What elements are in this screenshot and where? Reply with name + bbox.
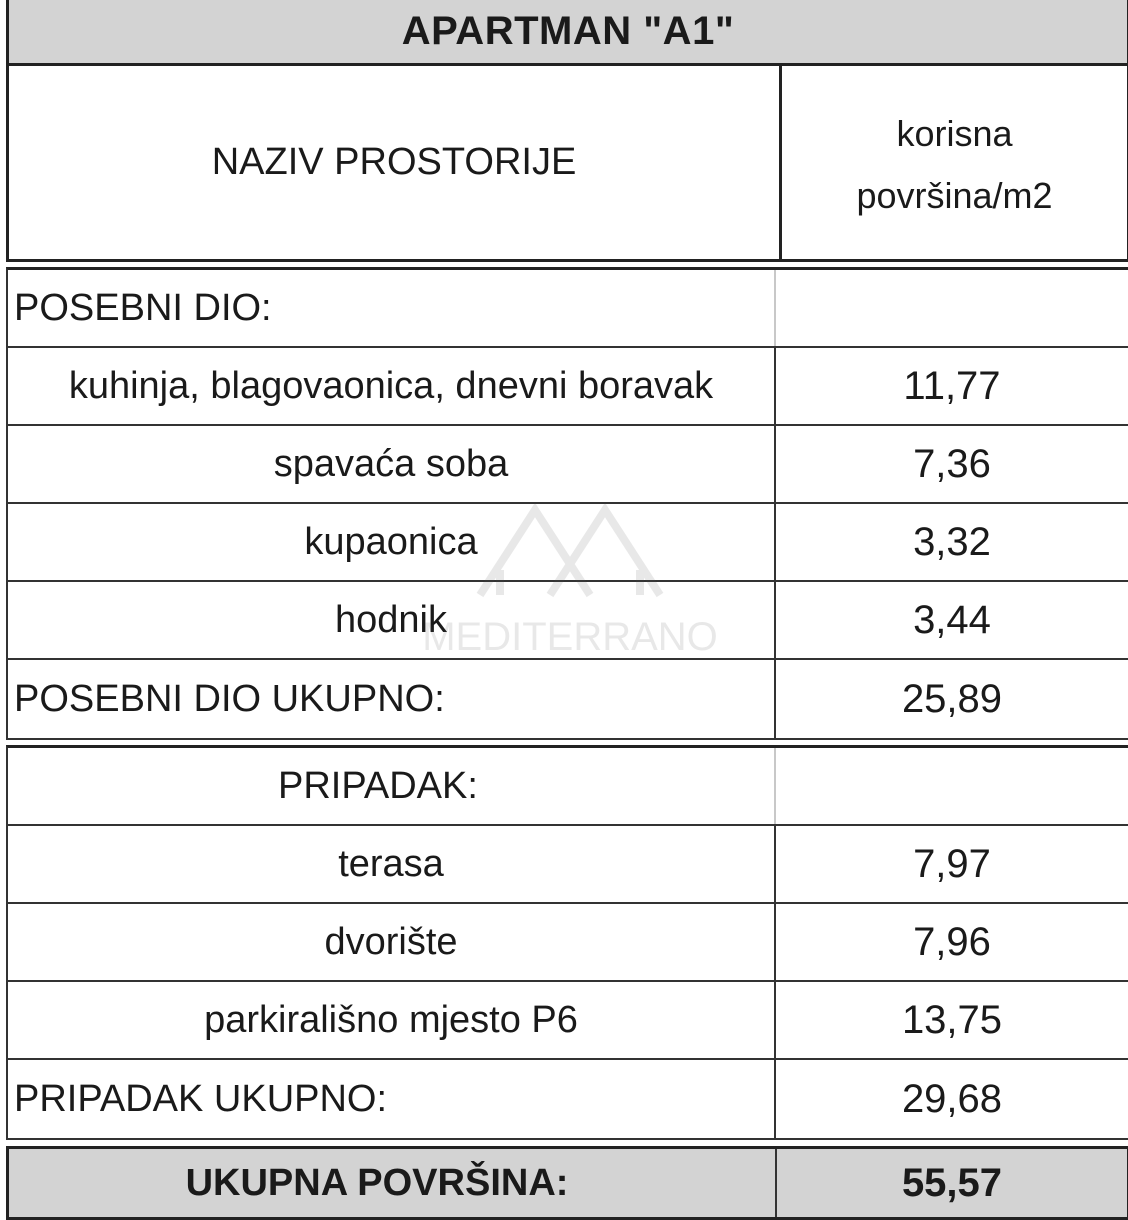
- table-row: [8, 982, 1128, 1060]
- room-name: kuhinja, blagovaonica, dnevni boravak: [8, 348, 776, 424]
- section-row: [8, 748, 1128, 826]
- subtotal-value: 29,68: [901, 1076, 1003, 1121]
- room-name: spavaća soba: [8, 426, 776, 502]
- room-name: parkirališno mjesto P6: [8, 982, 776, 1058]
- table-row: [8, 504, 1128, 582]
- room-area: 7,36: [913, 441, 991, 486]
- grand-total-label: UKUPNA POVRŠINA:: [9, 1149, 777, 1217]
- room-area: 7,97: [913, 841, 991, 886]
- room-area: 3,32: [913, 519, 991, 564]
- room-area: 7,96: [913, 919, 991, 964]
- area-table: [6, 0, 1128, 1220]
- subtotal-value: 25,89: [901, 676, 1003, 721]
- subtotal-row: [8, 1060, 1128, 1138]
- table-row: [8, 582, 1128, 660]
- room-area: 11,77: [903, 363, 1001, 408]
- pripadak-block: [6, 745, 1128, 1140]
- grand-total-value: 55,57: [901, 1160, 1003, 1205]
- room-name: kupaonica: [8, 504, 776, 580]
- section-row: [8, 270, 1128, 348]
- watermark-text: MEDITERRANO: [422, 615, 718, 659]
- room-name: dvorište: [8, 904, 776, 980]
- room-name: terasa: [8, 826, 776, 902]
- room-area: 3,44: [913, 597, 991, 642]
- section-label: PRIPADAK:: [8, 748, 776, 824]
- table-header: [6, 66, 1128, 262]
- section-label: POSEBNI DIO:: [8, 270, 776, 346]
- header-area-line2: površina/m2: [856, 174, 1053, 216]
- table-row: [8, 348, 1128, 426]
- posebni-dio-block: [6, 267, 1128, 740]
- grand-total-row: [6, 1146, 1128, 1220]
- subtotal-row: [8, 660, 1128, 738]
- header-area: [782, 66, 1127, 259]
- room-name: hodnik: [8, 582, 776, 658]
- subtotal-label: POSEBNI DIO UKUPNO:: [8, 660, 776, 738]
- table-row: [8, 904, 1128, 982]
- table-row: [8, 826, 1128, 904]
- table-title: APARTMAN "A1": [6, 0, 1128, 66]
- table-row: [8, 426, 1128, 504]
- header-room-name: NAZIV PROSTORIJE: [9, 66, 782, 259]
- room-area: 13,75: [901, 997, 1003, 1042]
- subtotal-label: PRIPADAK UKUPNO:: [8, 1060, 776, 1138]
- header-area-line1: korisna: [896, 112, 1013, 154]
